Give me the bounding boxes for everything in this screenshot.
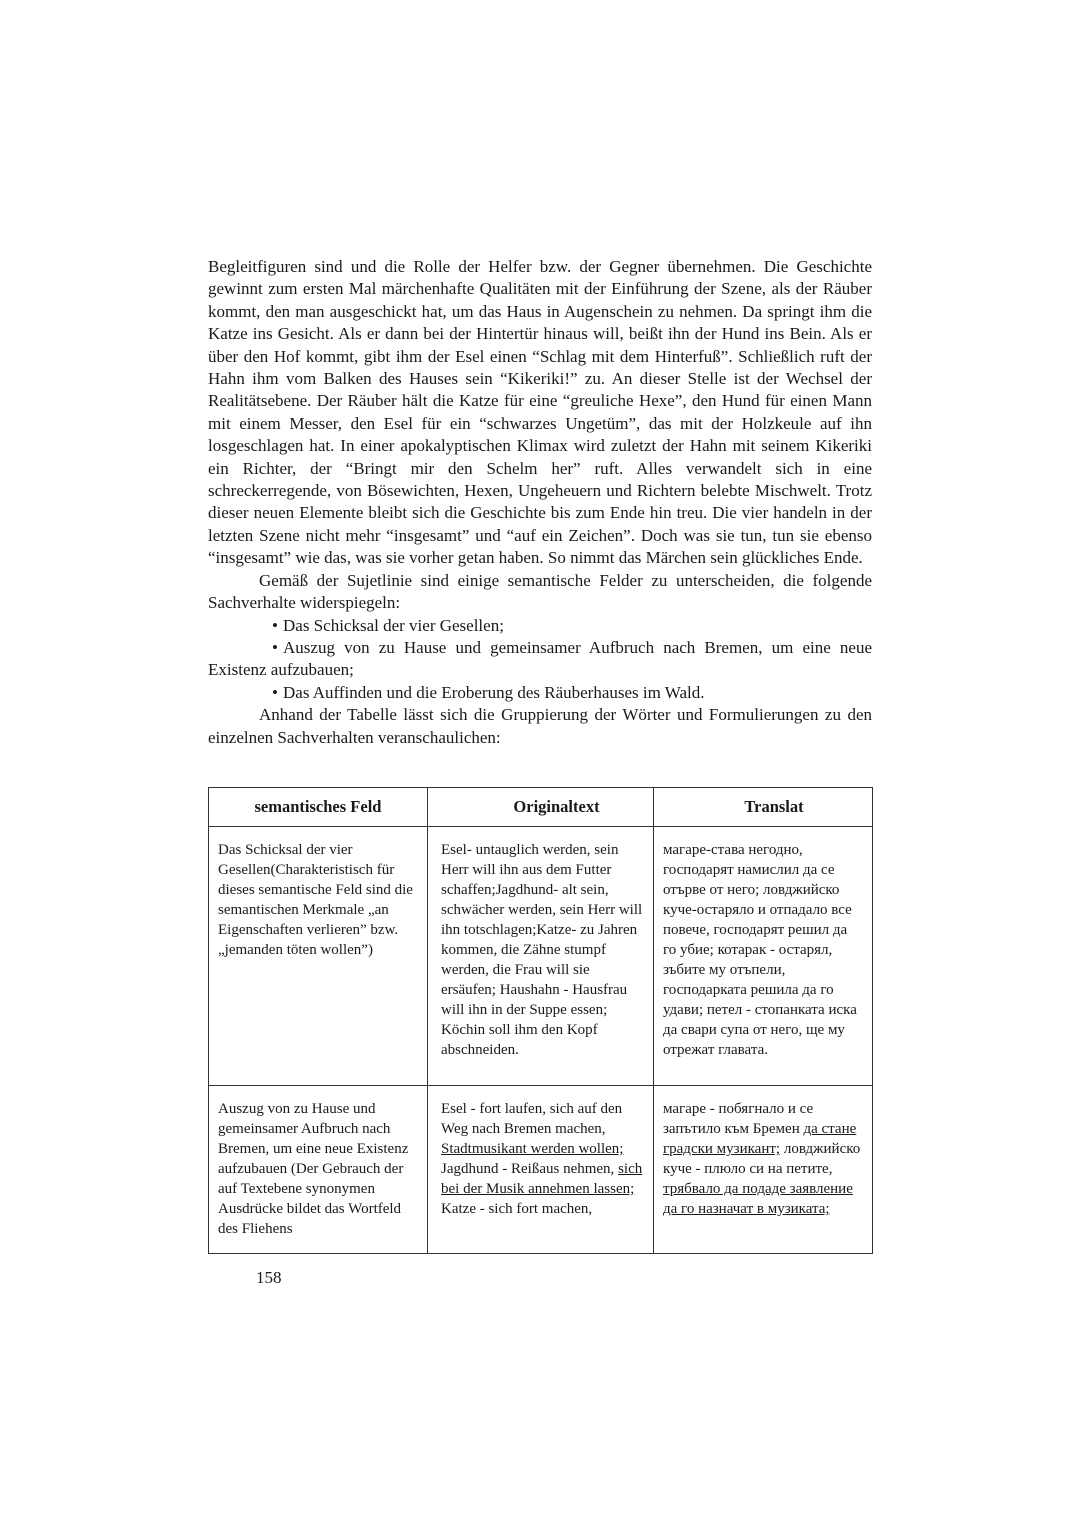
cell-field: Das Schicksal der vier Gesellen(Charakteristisch für dieses semantische Feld sind die semantischen Merkmale „an Eigenschaften verlieren” bzw. „jemanden töten wollen”) <box>209 827 428 1086</box>
underlined-phrase: трябвало да подаде заявление да го назначат в музиката; <box>663 1181 853 1217</box>
header-semantic-field: semantisches Feld <box>209 788 428 827</box>
closing-paragraph: Anhand der Tabelle lässt sich die Gruppierung der Wörter und Formulierungen zu den einzelnen Sachverhalten veranschaulichen: <box>208 705 872 747</box>
table-header-row <box>209 788 873 827</box>
semantic-fields-table <box>208 787 873 1254</box>
cell-original: Esel - fort laufen, sich auf den Weg nach Bremen machen, Stadtmusikant werden wollen; Jagdhund - Reißaus nehmen, sich bei der Musik annehmen lassen; Katze - sich fort machen, <box>428 1086 654 1254</box>
cell-original: Esel- untauglich werden, sein Herr will ihn aus dem Futter schaffen;Jagdhund- alt sein, schwächer werden, sein Herr will ihn totschlagen;Katze- zu Jahren kommen, die Zähne stumpf werden, die Frau will sie ersäufen; Haushahn - Hausfrau will ihn in der Suppe essen; Köchin soll ihm den Kopf abschneiden. <box>428 827 654 1086</box>
bullet-item: • Das Schicksal der vier Gesellen; <box>208 615 872 637</box>
table-row <box>209 1086 873 1254</box>
table-row <box>209 827 873 1086</box>
header-translation: Translat <box>654 788 873 827</box>
page-body <box>208 256 872 749</box>
body-paragraph: Begleitfiguren sind und die Rolle der Helfer bzw. der Gegner übernehmen. Die Geschichte gewinnt zum ersten Mal märchenhafte Qualitäten mit der Einführung der Szene, als der Räuber kommt, den man ausgeschickt hat, um das Haus in Augenschein zu nehmen. Da springt ihm die Katze ins Gesicht. Als er dann bei der Hintertür hinaus will, beißt ihn der Hund ins Bein. Als er über den Hof kommt, gibt ihm der Esel einen “Schlag mit dem Hinterfuß”. Schließlich ruft der Hahn ihm vom Balken des Hauses sein “Kikeriki!” zu. An dieser Stelle ist der Wechsel der Realitätsebene. Der Räuber hält die Katze für eine “greuliche Hexe”, den Hund für einen Mann mit einem Messer, den Esel für ein “schwarzes Ungetüm”, das mit der Holzkeule auf ihn losgeschlagen hat. In einer apokalyptischen Klimax wird zuletzt der Hahn mit seinem Kikeriki ein Richter, der “Bringt mir den Schelm her” ruft. Alles verwandelt sich in eine schreckerregende, von Bösewichten, Hexen, Ungeheuern und Richtern belebte Mischwelt. Trotz dieser neuen Elemente bleibt sich die Geschichte bis zum Ende hin treu. Die vier handeln in der letzten Szene nicht mehr “insgesamt” und “auf ein Zeichen”. Doch was sie tun, tun sie ebenso “insgesamt” wie das, was sie vorher getan haben. So nimmt das Märchen sein glückliches Ende. <box>208 257 872 568</box>
body-paragraph: Gemäß der Sujetlinie sind einige semantische Felder zu unterscheiden, die folgende Sachverhalte widerspiegeln: <box>208 570 872 613</box>
bullet-symbol: • <box>272 615 278 635</box>
underlined-phrase: да стане градски музикант; <box>663 1121 857 1157</box>
page-number: 158 <box>256 1268 282 1287</box>
cell-field: Auszug von zu Hause und gemeinsamer Aufbruch nach Bremen, um eine neue Existenz aufzubauen (Der Gebrauch der auf Textebene synonymen Ausdrücke bildet das Wortfeld des Fliehens <box>209 1086 428 1254</box>
underlined-phrase: sich bei der Musik annehmen lassen; <box>441 1161 643 1197</box>
bullet-symbol: • <box>272 637 278 657</box>
underlined-phrase: Stadtmusikant werden wollen; <box>441 1141 624 1157</box>
cell-translation: магаре-става негодно, господарят намислил да се отърве от него; ловджийско куче-остаряло и отпадало все повече, господарят решил да го убие; котарак - остарял, зъбите му отъпели, господарката решила да го удави; петел - стопанката иска да свари супа от него, ще му отрежат главата. <box>654 827 873 1086</box>
bullet-item: • Auszug von zu Hause und gemeinsamer Aufbruch nach Bremen, um eine neue Existenz aufzubauen; <box>208 637 872 680</box>
cell-translation: магаре - побягнало и се запътило към Бремен да стане градски музикант; ловджийско куче - плюло си на петите, трябвало да подаде заявление да го назначат в музиката; <box>654 1086 873 1254</box>
bullet-symbol: • <box>272 682 278 702</box>
bullet-item: • Das Auffinden und die Eroberung des Räuberhauses im Wald. <box>208 682 872 704</box>
header-original-text: Originaltext <box>428 788 654 827</box>
